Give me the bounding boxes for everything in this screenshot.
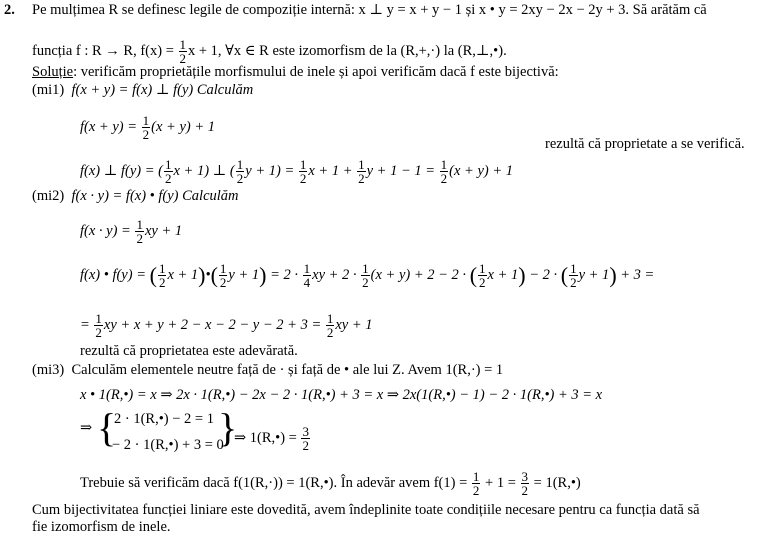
- mi3-eq1: x • 1(R,•) = x ⇒ 2x · 1(R,•) − 2x − 2 · 1(R,•) + 3 = x ⇒ 2x(1(R,•) − 1) − 2 · 1(R,•) + 3 = x: [80, 387, 603, 403]
- mi2-head: (mi2) f(x · y) = f(x) • f(y) Calculăm: [32, 188, 239, 204]
- mi1-line2: f(x) ⊥ f(y) = ( $\frac{1}{2}$ x + 1) ⊥ ( $\frac{1}{2}$ y + 1) = $\frac{1}{2}$ x + 1 + $\frac{1}{2}$ y + 1 − 1 = $\frac{1}{2}$ (x + y) + 1: [80, 157, 514, 186]
- problem-statement: Pe mulțimea R se definesc legile de compoziție internă: x ⊥ y = x + y − 1 și x • y = 2xy − 2x − 2y + 3. Să arătăm că: [32, 2, 707, 18]
- fraction-half: $\frac{1}{2}$: [179, 37, 186, 66]
- mi1-head: (mi1) f(x + y) = f(x) ⊥ f(y) Calculăm: [32, 82, 254, 98]
- function-tail: x + 1, ∀x ∈ R este izomorfism de la (R,+,·) la (R,⊥,•).: [188, 42, 507, 59]
- mi3-check: Trebuie să verificăm dacă f(1(R,·)) = 1(R,•). În adevăr avem f(1) = $\frac{1}{2}$ + 1 = $\frac{3}{2}$ = 1(R,•): [80, 469, 581, 498]
- mi2-note: rezultă că proprietatea este adevărată.: [80, 343, 298, 359]
- solution-intro-text: : verificăm proprietățile morfismului de inele și apoi verificăm dacă f este bijectivă:: [73, 64, 559, 80]
- mi1-note: rezultă că proprietate a se verifică.: [545, 136, 745, 152]
- conclusion-line1: Cum bijectivitatea funcției liniare este dovedită, avem îndeplinite toate condițiile necesare pentru ca funcția dată să: [32, 502, 700, 518]
- problem-number: 2.: [4, 2, 15, 18]
- system-brace: {: [97, 405, 117, 450]
- mi2-line1: f(x · y) = $\frac{1}{2}$ xy + 1: [80, 217, 183, 246]
- system-eq2: − 2 · 1(R,•) + 3 = 0: [112, 437, 224, 453]
- mi3-arrow: ⇒: [80, 420, 93, 436]
- mi3-head: (mi3) Calculăm elementele neutre față de · și față de • ale lui Z. Avem 1(R,·) = 1: [32, 362, 504, 378]
- mi2-line3: = $\frac{1}{2}$ xy + x + y + 2 − x − 2 − y − 2 + 3 = $\frac{1}{2}$ xy + 1: [80, 311, 373, 340]
- system-brace-right: }: [218, 405, 238, 450]
- function-definition: [32, 38, 507, 65]
- conclusion-line2: fie izomorfism de inele.: [32, 519, 171, 535]
- system-eq1: 2 · 1(R,•) − 2 = 1: [114, 411, 214, 427]
- mi2-line2: f(x) • f(y) = ( $\frac{1}{2}$ x + 1)•( $\frac{1}{2}$ y + 1) = 2 · $\frac{1}{4}$ xy + 2 · $\frac{1}{2}$ (x + y) + 2 − 2 · ( $\frac{1}{2}$ x + 1) − 2 · ( $\frac{1}{2}$ y + 1) + 3 =: [80, 261, 655, 290]
- solution-label: Soluție: [32, 64, 74, 80]
- solution-intro: [32, 64, 559, 81]
- system-result: ⇒ 1(R,•) = $\frac{3}{2}$: [234, 424, 309, 453]
- mi1-line1: f(x + y) = $\frac{1}{2}$ (x + y) + 1: [80, 113, 215, 142]
- function-head: funcția f : R → R, f(x) =: [32, 42, 178, 59]
